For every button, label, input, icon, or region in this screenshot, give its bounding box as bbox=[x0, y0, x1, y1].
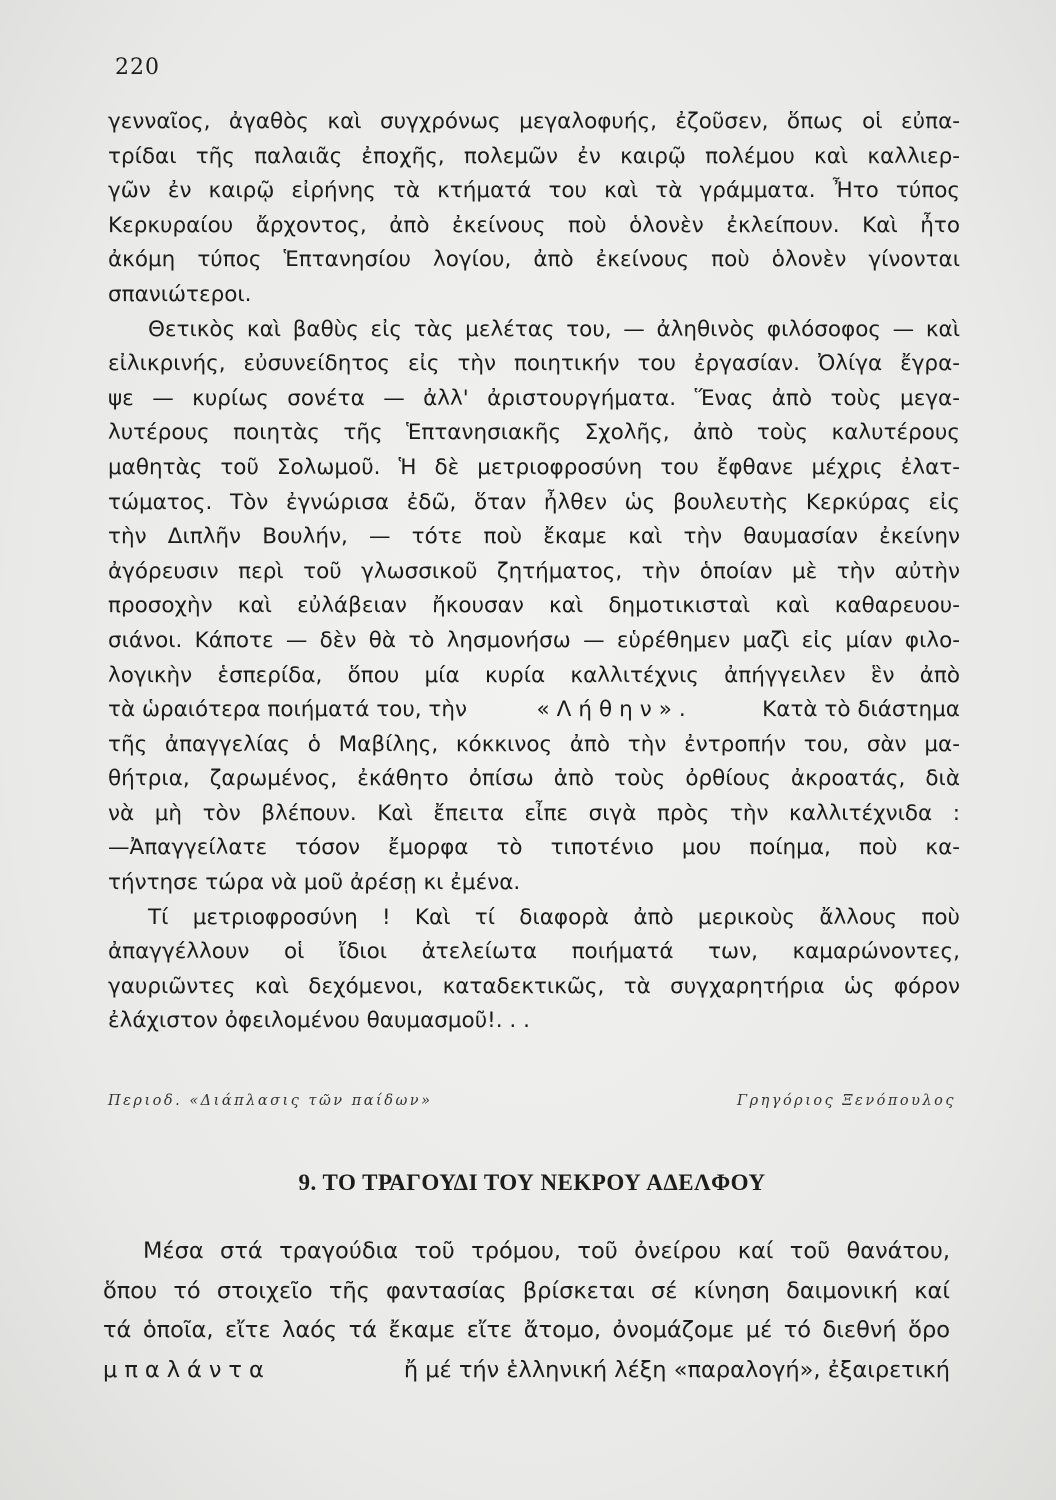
text-line: εἰλικρινής, εὐσυνείδητος εἰς τὴν ποιητικήν του ἐργασίαν. Ὀλίγα ἔγρα- bbox=[108, 351, 960, 377]
text-line: Τί μετριοφροσύνη ! Καὶ τί διαφορὰ ἀπὸ μερικοὺς ἄλλους ποὺ bbox=[148, 904, 960, 930]
text-line: ἀπαγγέλλουν οἱ ἴδιοι ἀτελείωτα ποιήματά των, καμαρώνοντες, bbox=[108, 939, 960, 965]
text-line: τὴν Διπλῆν Βουλήν, — τότε ποὺ ἔκαμε καὶ τὴν θαυμασίαν ἐκείνην bbox=[108, 524, 960, 550]
text-line: ἀκόμη τύπος Ἑπτανησίου λογίου, ἀπὸ ἐκείνους ποὺ ὁλονὲν γίνονται bbox=[108, 247, 960, 273]
text-fragment: τὰ ὡραιότερα ποιήματά του, τὴν bbox=[108, 697, 468, 723]
text-line: μαθητὰς τοῦ Σολωμοῦ. Ἡ δὲ μετριοφροσύνη του ἔφθανε μέχρις ἐλατ- bbox=[108, 454, 960, 480]
text-line: Θετικὸς καὶ βαθὺς εἰς τὰς μελέτας του, — ἀληθινὸς φιλόσοφος — καὶ bbox=[148, 316, 960, 342]
section-heading: 9. ΤΟ ΤΡΑΓΟΥΔΙ ΤΟΥ ΝΕΚΡΟΥ ΑΔΕΛΦΟΥ bbox=[298, 1170, 766, 1195]
source-author: Γρηγόριος Ξενόπουλος bbox=[737, 1093, 956, 1109]
text-line: τρίδαι τῆς παλαιᾶς ἐποχῆς, πολεμῶν ἐν καιρῷ πολέμου καὶ καλλιερ- bbox=[108, 143, 960, 169]
text-line: τά ὁποῖα, εἴτε λαός τά ἔκαμε εἴτε ἄτομο, ὀνομάζομε μέ τό διεθνή ὅρο bbox=[103, 1317, 950, 1343]
page-number: 220 bbox=[115, 55, 160, 80]
text-line: σιάνοι. Κάποτε — δὲν θὰ τὸ λησμονήσω — εὑρέθημεν μαζὶ εἰς μίαν φιλο- bbox=[108, 627, 960, 653]
section-body bbox=[103, 1232, 950, 1390]
text-line: τώματος. Τὸν ἐγνώρισα ἐδῶ, ὅταν ἦλθεν ὡς βουλευτὴς Κερκύρας εἰς bbox=[108, 489, 960, 515]
text-line: ψε — κυρίως σονέτα — ἀλλ' ἀριστουργήματα. Ἕνας ἀπὸ τοὺς μεγα- bbox=[108, 385, 960, 411]
text-line: ἀγόρευσιν περὶ τοῦ γλωσσικοῦ ζητήματος, τὴν ὁποίαν μὲ τὴν αὐτὴν bbox=[108, 558, 960, 584]
text-line: Κερκυραίου ἄρχοντος, ἀπὸ ἐκείνους ποὺ ὁλονὲν ἐκλείπουν. Καὶ ἦτο bbox=[108, 212, 960, 238]
text-line: γενναῖος, ἀγαθὸς καὶ συγχρόνως μεγαλοφυής, ἐζοῦσεν, ὅπως οἱ εὐπα- bbox=[108, 109, 960, 134]
text-line: λογικὴν ἑσπερίδα, ὅπου μία κυρία καλλιτέχνις ἀπήγγειλεν ἓν ἀπὸ bbox=[108, 662, 960, 688]
text-line: λυτέρους ποιητὰς τῆς Ἑπτανησιακῆς Σχολῆς, ἀπὸ τοὺς καλυτέρους bbox=[108, 420, 960, 446]
text-line: —Ἀπαγγείλατε τόσον ἔμορφα τὸ τιποτένιο μου ποίημα, ποὺ κα- bbox=[108, 835, 960, 861]
article-body bbox=[108, 105, 960, 1039]
text-line: τῆς ἀπαγγελίας ὁ Μαβίλης, κόκκινος ἀπὸ τὴν ἐντροπήν του, σὰν μα- bbox=[108, 731, 960, 757]
text-line: προσοχὴν καὶ εὐλάβειαν ἤκουσαν καὶ δημοτικισταὶ καὶ καθαρευου- bbox=[108, 593, 960, 619]
text-fragment: ἤ μέ τήν ἑλληνική λέξη «παραλογή», ἐξαιρετική bbox=[403, 1356, 950, 1383]
spaced-term: μπαλάντα bbox=[103, 1356, 271, 1383]
text-line: ἐλάχιστον ὀφειλομένου θαυμασμοῦ!. . . bbox=[108, 1008, 530, 1034]
text-line: Μέσα στά τραγούδια τοῦ τρόμου, τοῦ ὀνείρου καί τοῦ θανάτου, bbox=[143, 1238, 950, 1264]
source-periodical: Περιοδ. «Διάπλασις τῶν παίδων» bbox=[108, 1093, 433, 1109]
poem-title: «Λήθην». bbox=[536, 697, 693, 723]
text-line: ὅπου τό στοιχεῖο τῆς φαντασίας βρίσκεται σέ κίνηση δαιμονική καί bbox=[103, 1277, 950, 1304]
text-line: γῶν ἐν καιρῷ εἰρήνης τὰ κτήματά του καὶ τὰ γράμματα. Ἦτο τύπος bbox=[108, 178, 960, 204]
text-line bbox=[108, 693, 960, 728]
text-line: σπανιώτεροι. bbox=[108, 281, 252, 307]
text-line: νὰ μὴ τὸν βλέπουν. Καὶ ἔπειτα εἶπε σιγὰ πρὸς τὴν καλλιτέχνιδα : bbox=[108, 800, 960, 826]
text-line bbox=[103, 1351, 950, 1391]
text-fragment: Κατὰ τὸ διάστημα bbox=[762, 697, 960, 723]
text-line: γαυριῶντες καὶ δεχόμενοι, καταδεκτικῶς, τὰ συγχαρητήρια ὡς φόρον bbox=[108, 973, 960, 999]
source-citation bbox=[108, 1093, 956, 1109]
text-line: θήτρια, ζαρωμένος, ἐκάθητο ὀπίσω ἀπὸ τοὺς ὀρθίους ἀκροατάς, διὰ bbox=[108, 766, 960, 792]
text-line: τήντησε τώρα νὰ μοῦ ἀρέσῃ κι ἐμένα. bbox=[108, 870, 521, 896]
